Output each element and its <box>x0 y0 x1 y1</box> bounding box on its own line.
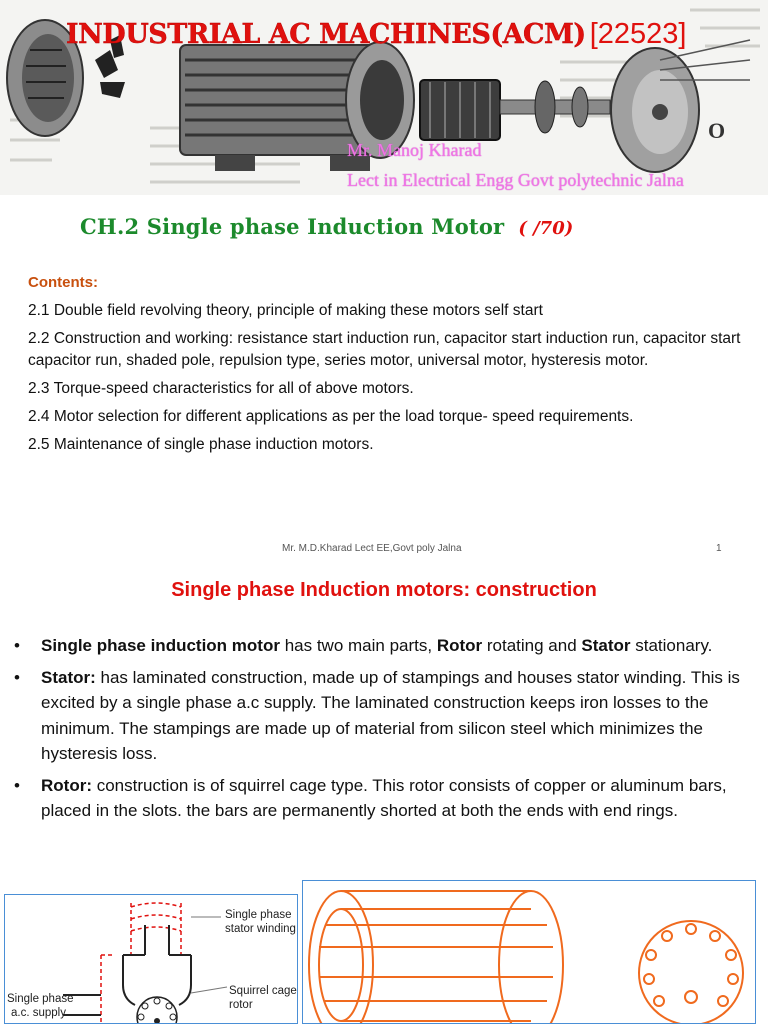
chapter-marks: ( /70) <box>518 218 574 239</box>
bullet-item <box>14 633 754 659</box>
course-title-text: INDUSTRIAL AC MACHINES(ACM) <box>66 19 586 50</box>
svg-text:O: O <box>708 118 726 143</box>
author-name: Mr. Manoj Kharad <box>347 140 482 160</box>
bullet-text: stationary. <box>630 636 713 655</box>
chapter-title: CH.2 Single phase Induction Motor <box>80 214 505 239</box>
contents-item: 2.2 Construction and working: resistance start induction run, capacitor start induction run, capacitor start capacitor run, shaded pole, repulsion type, series motor, universal motor, hysteresis motor. <box>28 330 741 369</box>
bullet-dot: • <box>14 775 20 795</box>
bullet-text: rotating and <box>482 636 582 655</box>
contents-list <box>28 300 748 462</box>
bullet-item <box>14 773 754 824</box>
slide2-title: Single phase Induction motors: construction <box>171 579 597 601</box>
supply-label-2: a.c. supply <box>11 1007 66 1019</box>
stator-winding-label-2: stator winding <box>225 923 296 935</box>
contents-item: 2.3 Torque-speed characteristics for all of above motors. <box>28 380 414 397</box>
cage-rotor-label-1: Squirrel cage <box>229 985 297 997</box>
bullet-text: construction is of squirrel cage type. This rotor consists of copper or aluminum bars, placed in the slots. the bars are permanently shorted at both the ends with end rings. <box>41 775 727 820</box>
squirrel-cage-diagram <box>303 881 756 1024</box>
bullet-dot: • <box>14 667 20 687</box>
stator-schematic-figure <box>4 894 298 1024</box>
author-designation: Lect in Electrical Engg Govt polytechnic Jalna <box>347 170 684 190</box>
bullet-bold: Stator: <box>41 667 96 687</box>
bullet-text: has laminated construction, made up of stampings and houses stator winding. This is excited by a single phase a.c supply. The laminated construction keeps iron losses to the minimum. The stampings are made up of material from silicon steel which minimizes the hysteresis loss. <box>41 667 740 763</box>
contents-heading: Contents: <box>28 274 98 291</box>
page-number: 1 <box>716 543 722 554</box>
contents-item: 2.4 Motor selection for different applications as per the load torque- speed requirements. <box>28 408 634 425</box>
squirrel-cage-figure <box>302 880 756 1024</box>
bullet-bold: Rotor: <box>41 775 92 795</box>
supply-label-1: Single phase <box>7 993 74 1005</box>
hero-banner <box>0 0 768 195</box>
bullet-bold: Single phase induction motor <box>41 636 280 655</box>
course-title <box>66 18 686 51</box>
chapter-heading <box>80 214 573 239</box>
stator-winding-label-1: Single phase <box>225 909 292 921</box>
cage-rotor-label-2: rotor <box>229 999 253 1011</box>
bullet-item <box>14 665 754 767</box>
bullet-text: has two main parts, <box>279 636 437 655</box>
bullet-bold: Stator <box>581 636 631 655</box>
footer-text: Mr. M.D.Kharad Lect EE,Govt poly Jalna <box>282 543 462 554</box>
bullet-dot: • <box>14 636 20 655</box>
contents-item: 2.1 Double field revolving theory, principle of making these motors self start <box>28 302 543 319</box>
course-code: [22523] <box>589 18 687 50</box>
construction-bullets <box>14 633 754 830</box>
contents-item: 2.5 Maintenance of single phase induction motors. <box>28 436 374 453</box>
bullet-bold: Rotor <box>436 636 483 655</box>
